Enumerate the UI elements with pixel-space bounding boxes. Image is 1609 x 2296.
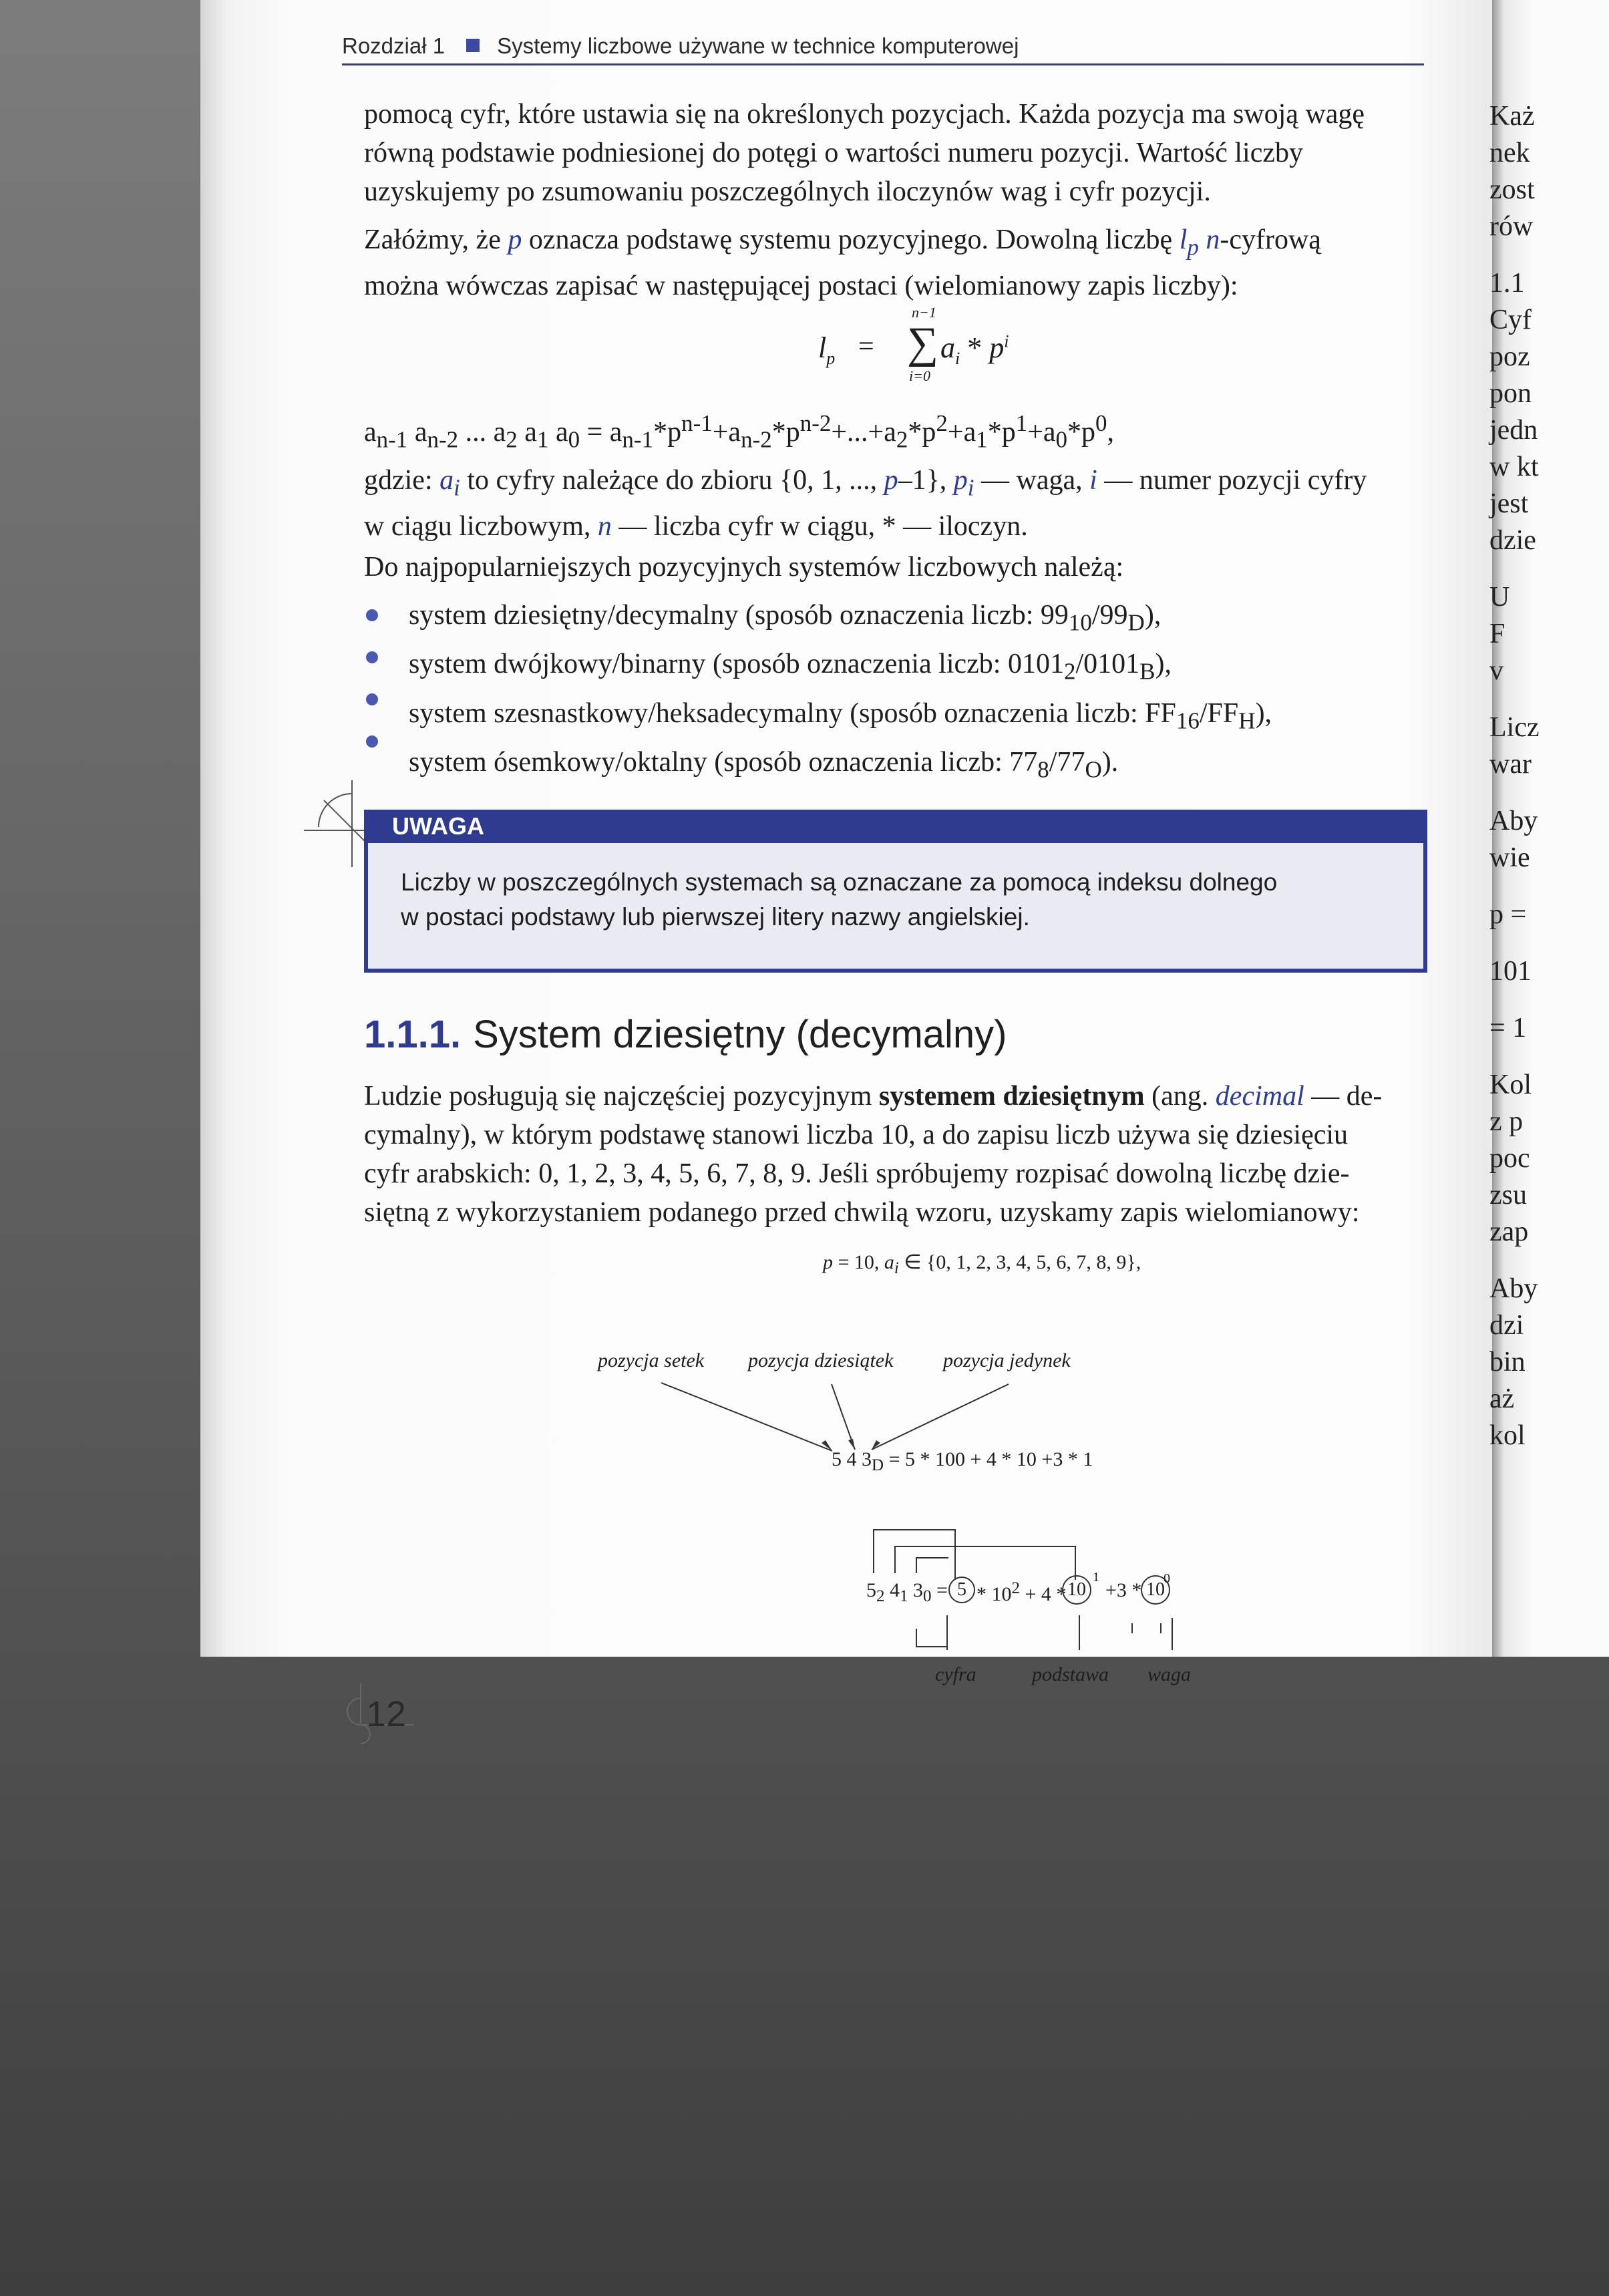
exponent: 1 xyxy=(1093,1570,1099,1585)
sum-lhs: $l_p$ xyxy=(818,331,836,368)
right-page-fragment: F xyxy=(1489,619,1505,649)
right-page-fragment: = 1 xyxy=(1489,1013,1527,1043)
right-page-fragment: poc xyxy=(1489,1143,1530,1174)
note-line: Liczby w poszczególnych systemach są oznaczane za pomocą indeksu dolnego xyxy=(401,868,1278,896)
right-page-edge xyxy=(1489,0,1609,1657)
section-heading xyxy=(364,1012,1007,1057)
digit-circle: 5 xyxy=(948,1577,975,1603)
right-page-fragment: w kt xyxy=(1489,452,1539,482)
right-page-fragment: 101 xyxy=(1489,956,1532,987)
right-page-fragment: dzi xyxy=(1489,1310,1524,1341)
section-number: 1.1.1. xyxy=(364,1013,462,1056)
right-page-fragment: Aby xyxy=(1489,1273,1538,1304)
position-arrows xyxy=(601,1376,1069,1456)
sum-lower: i=0 xyxy=(909,367,930,384)
right-page-fragment: 1.1 xyxy=(1489,268,1525,299)
right-page-fragment: wie xyxy=(1489,842,1530,873)
right-page-fragment: zsu xyxy=(1489,1180,1527,1210)
right-page-fragment: z p xyxy=(1489,1106,1524,1137)
p2-symbol-l: l xyxy=(1179,224,1188,255)
p2-text-a: Załóżmy, że xyxy=(364,224,508,255)
paragraph-1 xyxy=(364,95,1423,211)
bullet-icon xyxy=(366,609,378,621)
right-page-fragment: poz xyxy=(1489,341,1530,372)
section-line: siętną z wykorzystaniem podanego przed chwilą wzoru, uzyskamy zapis wielomianowy: xyxy=(364,1197,1360,1228)
header-chapter: Rozdział 1 xyxy=(342,33,445,58)
p2-symbol-p: p xyxy=(508,224,522,255)
list-intro xyxy=(364,548,1426,587)
section-title: System dziesiętny (decymalny) xyxy=(473,1013,1007,1056)
sigma-symbol: ∑ xyxy=(907,319,939,367)
list-item: system dziesiętny/decymalny (sposób oznaczenia liczb: $99_{10}/99_D$), xyxy=(409,600,1161,636)
p1-line: pomocą cyfr, które ustawia się na określonych pozycjach. Każda pozycja ma swoją wagę xyxy=(364,99,1365,130)
right-page-fragment: U xyxy=(1489,582,1510,613)
p2-line-2: można wówczas zapisać w następującej postaci (wielomianowy zapis liczby): xyxy=(364,271,1238,302)
header-square-icon xyxy=(466,39,480,52)
right-page-fragment: zost xyxy=(1489,174,1535,205)
right-page-fragment: pon xyxy=(1489,378,1532,409)
note-title: UWAGA xyxy=(392,812,484,840)
bullet-icon xyxy=(366,693,378,705)
base-circle: 10 xyxy=(1062,1575,1091,1605)
systems-list xyxy=(409,595,1424,791)
right-page-fragment: kol xyxy=(1489,1420,1526,1451)
where-line-1: gdzie: $a_i$ to cyfry należące do zbioru {0, 1, ..., p–1}, $p_i$ — waga, i — numer pozycji cyfry xyxy=(364,465,1367,501)
sum-upper: n−1 xyxy=(912,304,936,321)
right-page-fragment: dzie xyxy=(1489,525,1536,556)
right-page-fragment: jest xyxy=(1489,488,1529,519)
running-header xyxy=(342,33,1424,63)
p1-line: równą podstawie podniesionej do potęgi o wartości numeru pozycji. Wartość liczby xyxy=(364,138,1303,168)
note-text xyxy=(401,865,1403,935)
note-line: w postaci podstawy lub pierwszej litery nazwy angielskiej. xyxy=(401,903,1030,931)
label-base: podstawa xyxy=(1032,1663,1109,1685)
label-digit: cyfra xyxy=(935,1663,976,1685)
p2-line-1 xyxy=(364,220,1423,267)
p1-line: uzyskujemy po zsumowaniu poszczególnych iloczynów wag i cyfr pozycji. xyxy=(364,176,1211,207)
right-page-fragment: nek xyxy=(1489,138,1530,168)
decimal-formula: p = 10, $a_i$ ∈ {0, 1, 2, 3, 4, 5, 6, 7, 8, 9}, xyxy=(823,1251,1141,1277)
sum-formula xyxy=(818,304,1009,391)
sum-eq: = xyxy=(858,331,874,362)
list-item: system ósemkowy/oktalny (sposób oznaczenia liczb: $77_8/77_O$). xyxy=(409,747,1119,783)
where-line-2: w ciągu liczbowym, n — liczba cyfr w ciągu, * — iloczyn. xyxy=(364,511,1028,542)
label-weight: waga xyxy=(1147,1663,1192,1685)
right-page-fragment: Licz xyxy=(1489,712,1540,743)
paragraph-2 xyxy=(364,220,1423,305)
expansion-formula: $a_{n-1}$ $a_{n-2}$ ... $a_2$ $a_1$ $a_0 = a_{n-1}*p^{n-1}+a_{n-2}*p^{n-2}+...+a_2*p^2+a_1*p^1+a_0*p^0$, xyxy=(364,410,1115,453)
right-page-fragment: rów xyxy=(1489,211,1534,242)
header-title: Systemy liczbowe używane w technice komputerowej xyxy=(497,33,1019,58)
right-page-fragment: p = xyxy=(1489,899,1527,930)
exponent: 0 xyxy=(1164,1571,1170,1586)
diagram1-expression: 5 4 $3_D = 5 * 100 + 4 * 10 +3 * 1$ xyxy=(832,1448,1093,1474)
bullet-icon xyxy=(366,651,378,663)
right-page-fragment: Aby xyxy=(1489,806,1538,836)
label-ones: pozycja jedynek xyxy=(943,1349,1071,1371)
p2-symbol-l-sub: p xyxy=(1187,234,1199,261)
right-page-fragment: Kol xyxy=(1489,1070,1532,1100)
right-page-fragment: Każ xyxy=(1489,101,1535,132)
list-item: system dwójkowy/binarny (sposób oznaczenia liczb: $0101_2/0101_B$), xyxy=(409,649,1172,685)
diagram2-middle: * $10^2 + 4$ * xyxy=(976,1579,1067,1605)
header-rule xyxy=(342,63,1424,65)
diagram2-middle-2: +3 * xyxy=(1105,1579,1142,1601)
sum-term: $a_i * p^i$ xyxy=(940,331,1009,368)
p2-text-c: -cyfrową xyxy=(1220,224,1321,255)
page-number: 12 xyxy=(366,1694,407,1734)
section-paragraph xyxy=(364,1077,1426,1232)
list-intro-text: Do najpopularniejszych pozycyjnych systemów liczbowych należą: xyxy=(364,552,1124,583)
right-page-fragment: zap xyxy=(1489,1216,1529,1247)
section-line: Ludzie posługują się najczęściej pozycyjnym systemem dziesiętnym (ang. decimal — de- xyxy=(364,1081,1383,1112)
right-page-fragment: aż xyxy=(1489,1383,1515,1414)
bullet-icon xyxy=(366,735,378,748)
where-paragraph xyxy=(364,461,1426,546)
right-page-fragment: jedn xyxy=(1489,415,1538,446)
right-page-fragment: bin xyxy=(1489,1347,1526,1377)
base-circle: 10 xyxy=(1141,1575,1170,1605)
p2-symbol-n: n xyxy=(1206,224,1220,255)
label-hundreds: pozycja setek xyxy=(598,1349,705,1371)
list-item: system szesnastkowy/heksadecymalny (sposób oznaczenia liczb: $FF_{16}/FF_H$), xyxy=(409,697,1272,734)
note-title-bar xyxy=(364,810,1427,843)
section-line: cyfr arabskich: 0, 1, 2, 3, 4, 5, 6, 7, 8, 9. Jeśli spróbujemy rozpisać dowolną liczbę dzie- xyxy=(364,1158,1350,1189)
label-tens: pozycja dziesiątek xyxy=(748,1349,894,1371)
right-page-fragment: Cyf xyxy=(1489,305,1532,335)
section-line: cymalny), w którym podstawę stanowi liczba 10, a do zapisu liczb używa się dziesięciu xyxy=(364,1120,1349,1150)
right-page-fragment: v xyxy=(1489,655,1503,686)
diagram2-lhs: $5_2$ $4_1$ $3_0$ = xyxy=(866,1579,948,1605)
p2-text-b: oznacza podstawę systemu pozycyjnego. Dowolną liczbę xyxy=(522,224,1180,255)
right-page-fragment: war xyxy=(1489,749,1532,780)
